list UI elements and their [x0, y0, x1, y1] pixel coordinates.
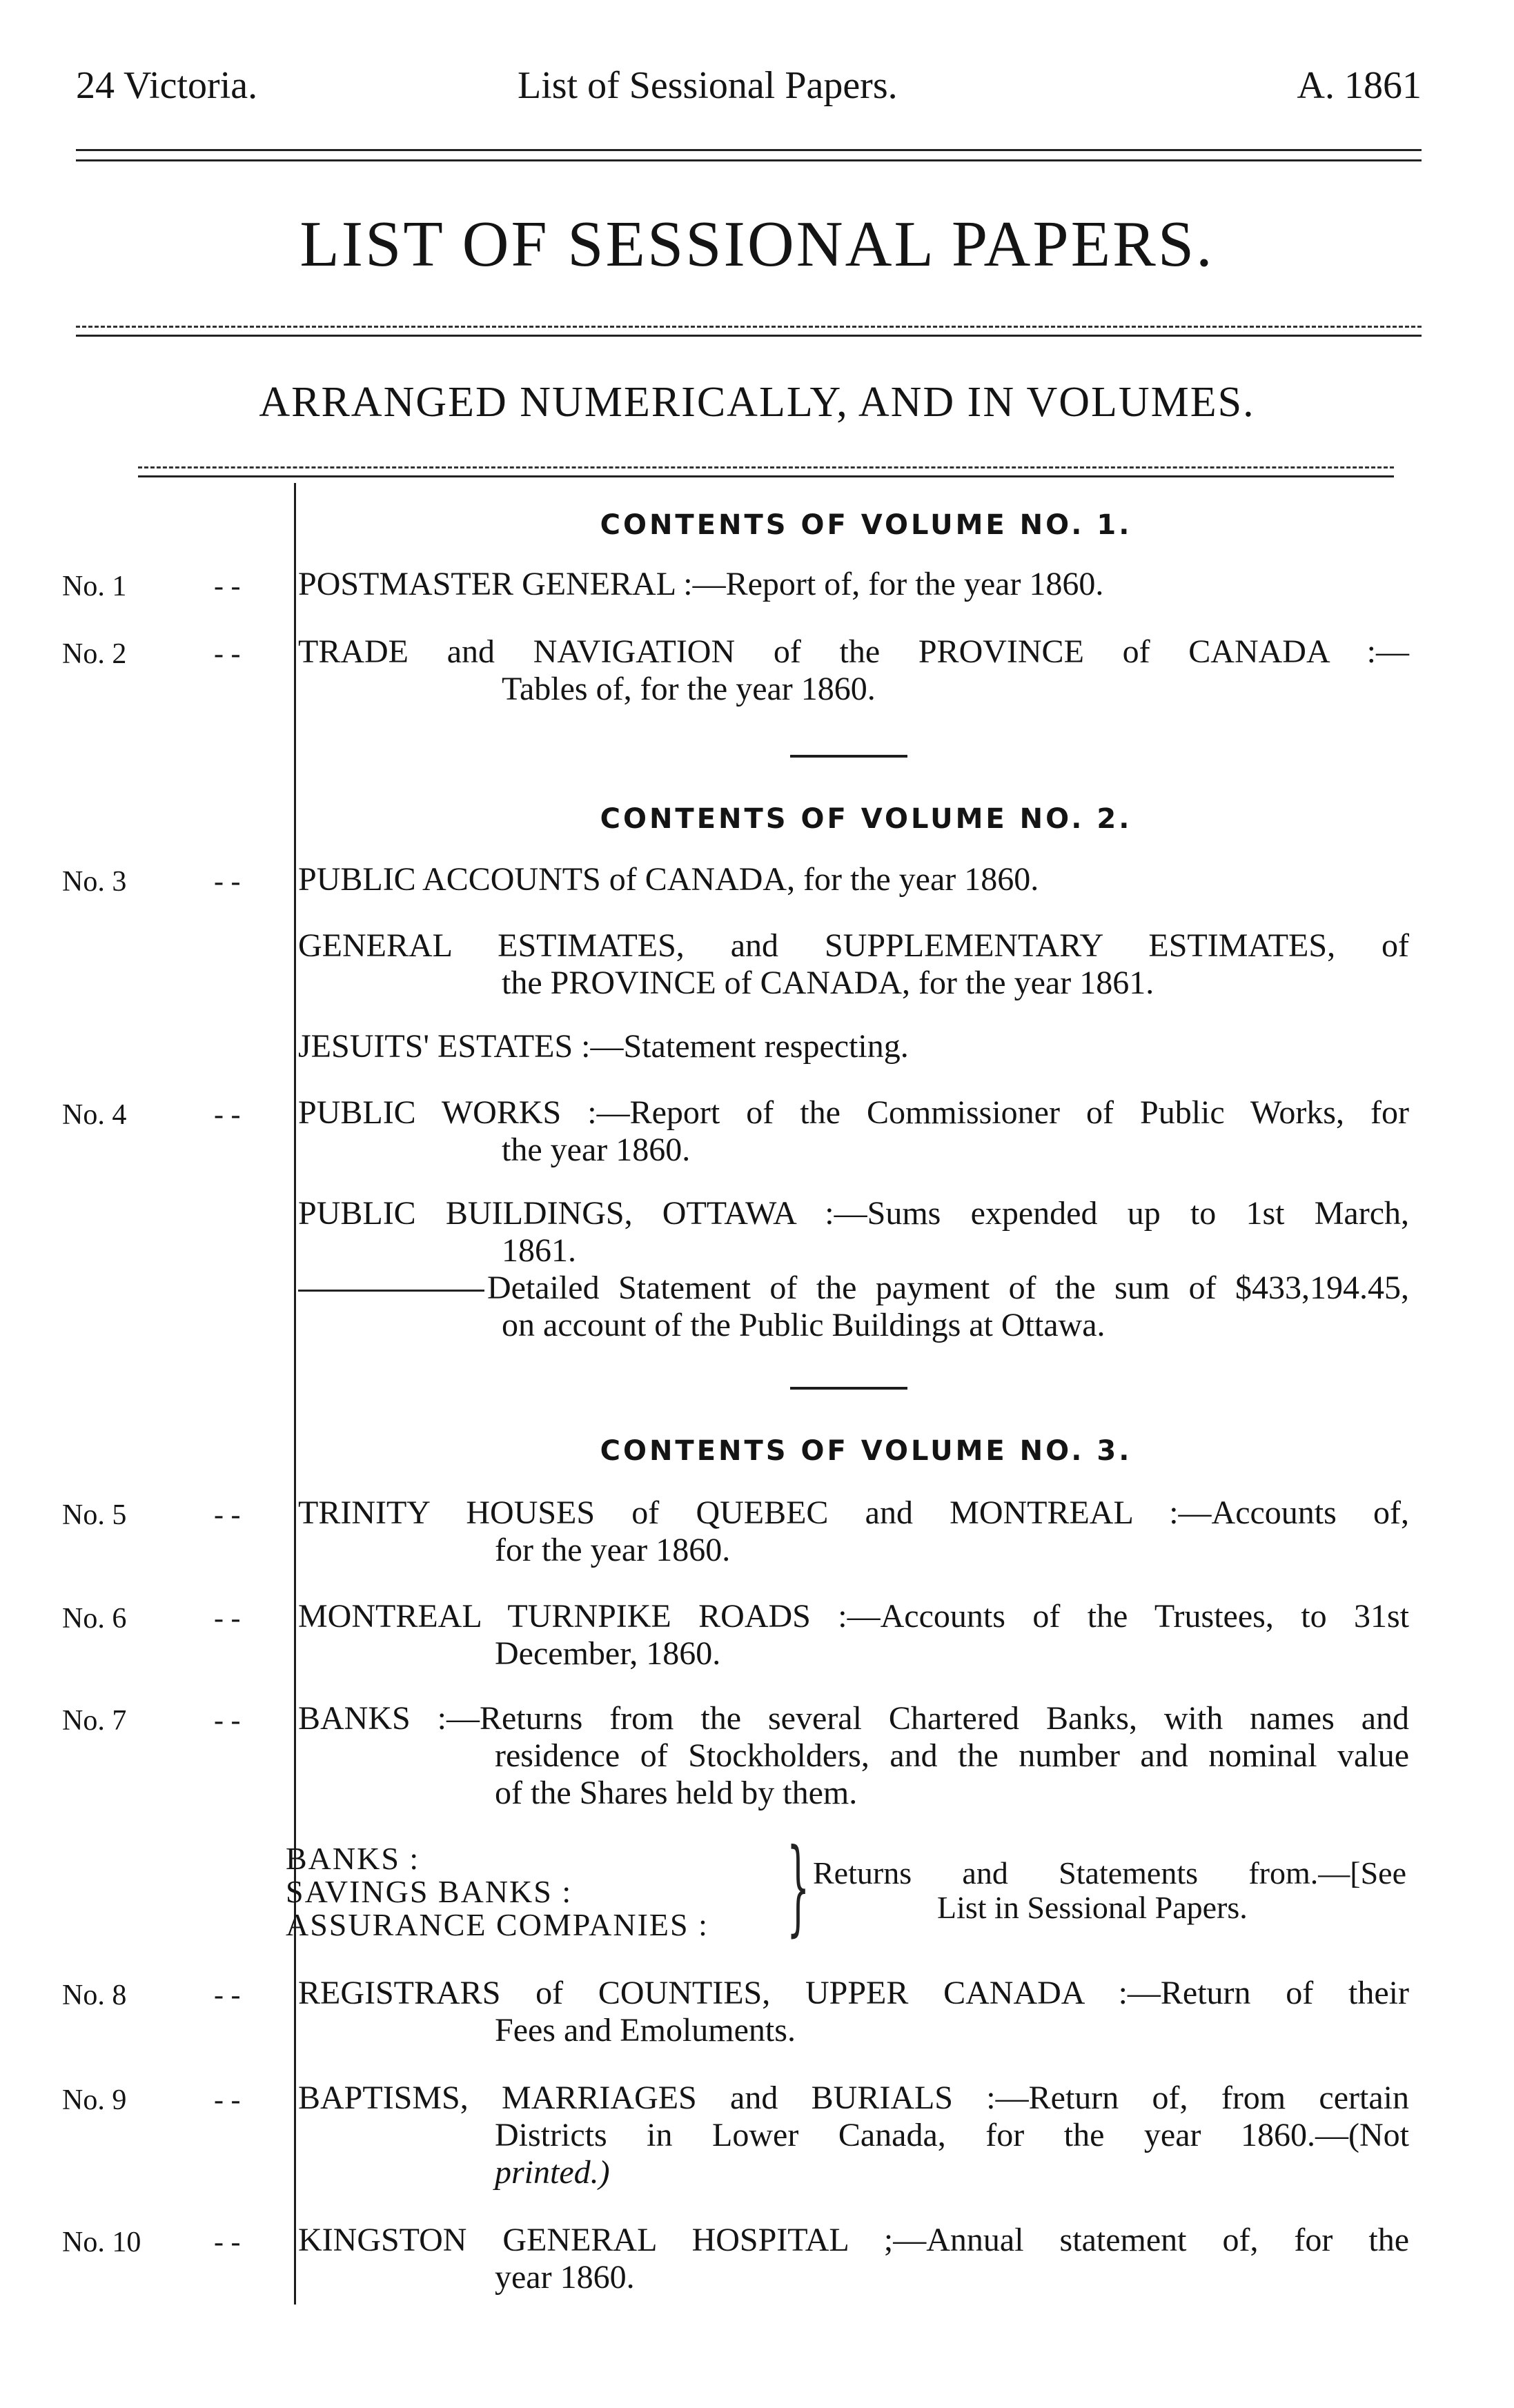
volume-heading: CONTENTS OF VOLUME NO. 3. — [600, 1435, 1132, 1467]
entry-number-label: No. 10 — [62, 2227, 141, 2258]
list-item — [298, 1975, 1409, 2049]
running-head-right: A. 1861 — [1297, 64, 1422, 107]
entry-separator: - - — [214, 638, 241, 670]
entry-number — [62, 865, 283, 898]
entry-number-label: No. 8 — [62, 1980, 127, 2011]
entry-separator: - - — [214, 866, 241, 898]
entry-text: GENERAL ESTIMATES, and SUPPLEMENTARY ESTIMATES, of — [298, 927, 1409, 964]
entry-number — [62, 2226, 283, 2259]
running-head-center: List of Sessional Papers. — [518, 64, 898, 107]
entry-text-continued: Fees and Emoluments. — [495, 2012, 796, 2049]
grouped-entry-names — [286, 1842, 709, 1942]
entry-number-label: No. 6 — [62, 1603, 127, 1635]
list-item — [298, 1094, 1409, 1169]
subtitle-rule — [138, 466, 1394, 477]
entry-text: TRINITY HOUSES of QUEBEC and MONTREAL :—Accounts of, — [298, 1494, 1409, 1531]
entry-text-continued: year 1860. — [495, 2259, 635, 2296]
entry-number — [62, 1602, 283, 1635]
list-item — [298, 566, 1409, 603]
entry-number-label: No. 9 — [62, 2084, 127, 2116]
list-item — [298, 2222, 1409, 2296]
entry-text-continued: Tables of, for the year 1860. — [502, 671, 876, 707]
section-divider — [790, 755, 907, 758]
section-divider — [790, 1387, 907, 1390]
entry-number — [62, 1979, 283, 2012]
entry-text-continued: the PROVINCE of CANADA, for the year 1861. — [502, 965, 1154, 1001]
entry-text-body: Detailed Statement of the payment of the sum of $433,194.45, — [487, 1270, 1409, 1306]
entry-text-continued: Districts in Lower Canada, for the year 1860.—(Not — [495, 2117, 1409, 2153]
entry-number — [62, 1499, 283, 1532]
grouped-entry-description — [813, 1856, 1406, 1925]
list-item — [298, 861, 1409, 898]
entry-text: MONTREAL TURNPIKE ROADS :—Accounts of the Trustees, to 31st — [298, 1598, 1409, 1635]
entry-number-label: No. 3 — [62, 866, 127, 898]
entry-text: PUBLIC WORKS :—Report of the Commissioner of Public Works, for — [298, 1094, 1409, 1131]
entry-number-label: No. 5 — [62, 1499, 127, 1531]
entry-text-continued: printed.) — [495, 2154, 610, 2191]
group-name: ASSURANCE COMPANIES : — [286, 1907, 709, 1942]
list-item — [298, 927, 1409, 1002]
group-name: SAVINGS BANKS : — [286, 1874, 573, 1909]
entry-text: KINGSTON GENERAL HOSPITAL ;—Annual statement of, for the — [298, 2222, 1409, 2258]
ditto-rule — [298, 1290, 484, 1292]
entry-text-continued: the year 1860. — [502, 1132, 691, 1168]
entry-number-label: No. 2 — [62, 638, 127, 670]
volume-heading: CONTENTS OF VOLUME NO. 1. — [600, 509, 1132, 541]
running-head-left: 24 Victoria. — [76, 64, 258, 107]
entry-separator: - - — [214, 1499, 241, 1531]
list-item — [298, 633, 1409, 708]
entry-separator: - - — [214, 2227, 241, 2258]
entry-number — [62, 570, 283, 603]
entry-separator: - - — [214, 1705, 241, 1737]
index-column-rule — [294, 483, 296, 2305]
entry-separator: - - — [214, 571, 241, 602]
list-item — [298, 2080, 1409, 2191]
entry-separator: - - — [214, 1099, 241, 1131]
entry-separator: - - — [214, 2084, 241, 2116]
entry-number — [62, 2084, 283, 2117]
entry-number-label: No. 4 — [62, 1099, 127, 1131]
list-item — [298, 1700, 1409, 1812]
entry-text-continued: December, 1860. — [495, 1635, 721, 1672]
page-title: LIST OF SESSIONAL PAPERS. — [299, 208, 1215, 280]
entry-number-label: No. 1 — [62, 571, 127, 602]
entry-text-continued: of the Shares held by them. — [495, 1775, 858, 1811]
entry-number-label: No. 7 — [62, 1705, 127, 1737]
header-rule — [76, 149, 1422, 161]
entry-number — [62, 1098, 283, 1132]
list-item — [298, 1494, 1409, 1569]
list-item — [298, 1598, 1409, 1672]
volume-heading: CONTENTS OF VOLUME NO. 2. — [600, 803, 1132, 835]
entry-text: REGISTRARS of COUNTIES, UPPER CANADA :—Return of their — [298, 1975, 1409, 2011]
entry-text: BANKS :—Returns from the several Chartered Banks, with names and — [298, 1700, 1409, 1737]
entry-text — [298, 1270, 1409, 1307]
entry-text-continued: for the year 1860. — [495, 1532, 731, 1568]
entry-text: BAPTISMS, MARRIAGES and BURIALS :—Return of, from certain — [298, 2080, 1409, 2116]
running-head — [76, 63, 1422, 112]
group-name: BANKS : — [286, 1841, 420, 1876]
entry-text: POSTMASTER GENERAL :—Report of, for the year 1860. — [298, 566, 1104, 602]
group-desc-line: Returns and Statements from.—[See — [813, 1855, 1406, 1891]
entry-text: PUBLIC ACCOUNTS of CANADA, for the year 1860. — [298, 861, 1039, 898]
entry-text-continued: 1861. — [502, 1232, 576, 1269]
list-item — [298, 1028, 1409, 1065]
entry-number — [62, 638, 283, 671]
entry-text: JESUITS' ESTATES :—Statement respecting. — [298, 1028, 909, 1065]
entry-text: PUBLIC BUILDINGS, OTTAWA :—Sums expended up to 1st March, — [298, 1195, 1409, 1232]
group-desc-line: List in Sessional Papers. — [937, 1890, 1248, 1925]
entry-text: TRADE and NAVIGATION of the PROVINCE of CANADA :— — [298, 633, 1409, 670]
brace-icon: } — [787, 1827, 810, 1947]
title-rule — [76, 326, 1422, 337]
entry-separator: - - — [214, 1980, 241, 2011]
entry-separator: - - — [214, 1603, 241, 1635]
entry-text-continued: on account of the Public Buildings at Ottawa. — [502, 1307, 1105, 1343]
page-subtitle: ARRANGED NUMERICALLY, AND IN VOLUMES. — [259, 379, 1255, 426]
list-item — [298, 1270, 1409, 1344]
list-item — [298, 1195, 1409, 1270]
entry-number — [62, 1704, 283, 1737]
entry-text-continued: residence of Stockholders, and the number and nominal value — [495, 1737, 1409, 1774]
